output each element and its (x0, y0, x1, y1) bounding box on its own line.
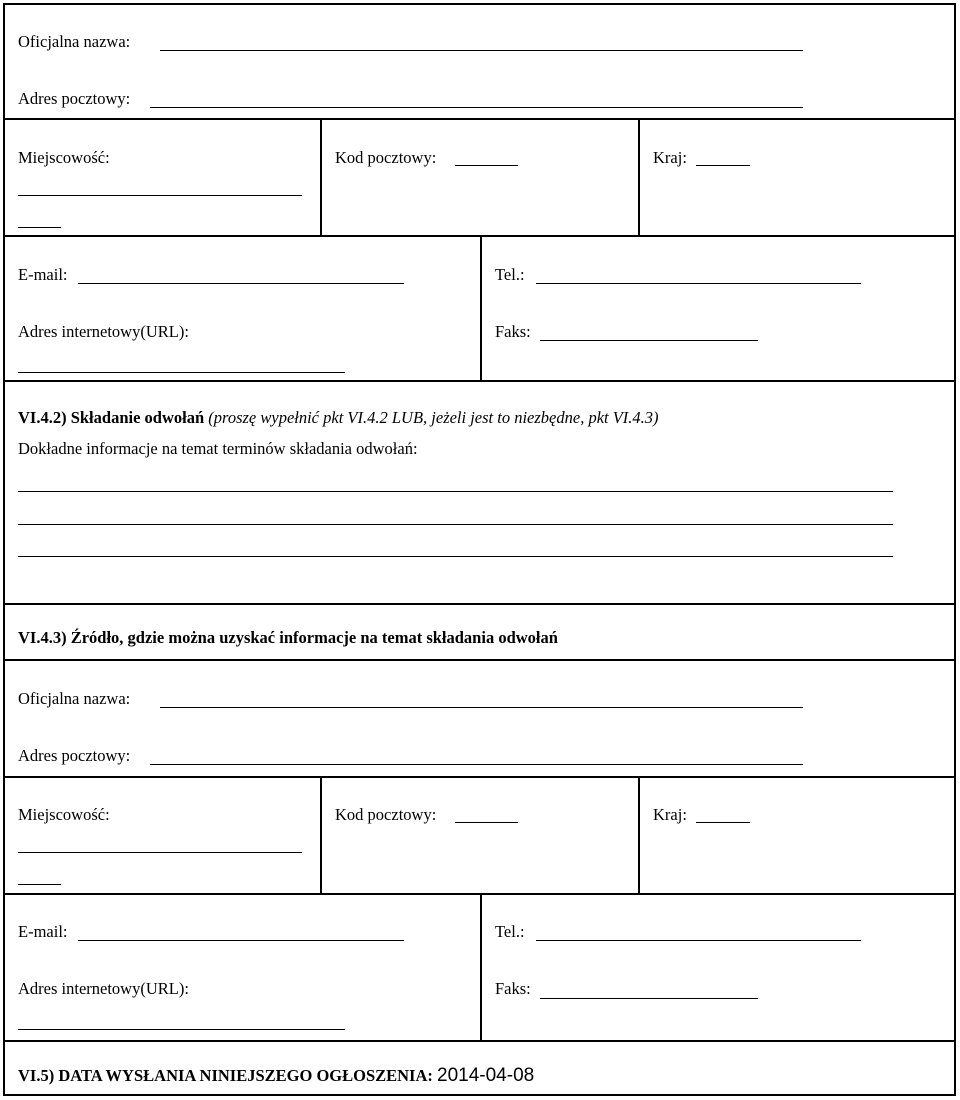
official-name-label: Oficjalna nazwa: (18, 32, 131, 51)
postal-address-label: Adres pocztowy: (18, 746, 131, 765)
vi5-line (18, 1066, 534, 1086)
column-divider (638, 118, 640, 235)
fax-field[interactable] (540, 340, 758, 341)
email-field[interactable] (78, 283, 404, 284)
vi42-heading: VI.4.2) Składanie odwołań (18, 408, 205, 427)
fax-field[interactable] (540, 998, 758, 999)
row-divider (3, 1040, 956, 1042)
official-name-field[interactable] (160, 707, 803, 708)
vi42-details-line[interactable] (18, 556, 893, 557)
url-label: Adres internetowy(URL): (18, 979, 189, 998)
country-label: Kraj: (653, 805, 687, 824)
country-field[interactable] (696, 822, 750, 823)
postal-code-label: Kod pocztowy: (335, 805, 437, 824)
row-divider (3, 659, 956, 661)
postal-address-field[interactable] (150, 764, 803, 765)
url-field[interactable] (18, 372, 345, 373)
vi5-heading: VI.5) DATA WYSŁANIA NINIEJSZEGO OGŁOSZENIA: (18, 1066, 433, 1085)
country-field[interactable] (696, 165, 750, 166)
row-divider (3, 118, 956, 120)
postal-code-label: Kod pocztowy: (335, 148, 437, 167)
town-field-continuation[interactable] (18, 227, 61, 228)
vi42-details-line[interactable] (18, 491, 893, 492)
row-divider (3, 776, 956, 778)
fax-label: Faks: (495, 322, 531, 341)
postal-address-label: Adres pocztowy: (18, 89, 131, 108)
email-label: E-mail: (18, 922, 68, 941)
column-divider (480, 893, 482, 1040)
postal-address-field[interactable] (150, 107, 803, 108)
vi42-note: (proszę wypełnić pkt VI.4.2 LUB, jeżeli jest to niezbędne, pkt VI.4.3) (208, 408, 659, 427)
town-field[interactable] (18, 852, 302, 853)
email-field[interactable] (78, 940, 404, 941)
official-name-field[interactable] (160, 50, 803, 51)
row-divider (3, 380, 956, 382)
tel-label: Tel.: (495, 922, 525, 941)
postal-code-field[interactable] (455, 822, 518, 823)
postal-code-field[interactable] (455, 165, 518, 166)
vi42-details-label: Dokładne informacje na temat terminów składania odwołań: (18, 439, 418, 458)
town-field-continuation[interactable] (18, 884, 61, 885)
tel-field[interactable] (536, 283, 861, 284)
country-label: Kraj: (653, 148, 687, 167)
url-label: Adres internetowy(URL): (18, 322, 189, 341)
town-field[interactable] (18, 195, 302, 196)
official-name-label: Oficjalna nazwa: (18, 689, 131, 708)
row-divider (3, 603, 956, 605)
column-divider (320, 118, 322, 235)
column-divider (638, 776, 640, 893)
vi43-heading: VI.4.3) Źródło, gdzie można uzyskać informacje na temat składania odwołań (18, 628, 558, 647)
column-divider (480, 235, 482, 380)
tel-label: Tel.: (495, 265, 525, 284)
email-label: E-mail: (18, 265, 68, 284)
dispatch-date: 2014-04-08 (437, 1065, 535, 1086)
fax-label: Faks: (495, 979, 531, 998)
vi42-details-line[interactable] (18, 524, 893, 525)
column-divider (320, 776, 322, 893)
town-label: Miejscowość: (18, 805, 110, 824)
town-label: Miejscowość: (18, 148, 110, 167)
vi42-heading-line (18, 408, 659, 428)
tel-field[interactable] (536, 940, 861, 941)
url-field[interactable] (18, 1029, 345, 1030)
